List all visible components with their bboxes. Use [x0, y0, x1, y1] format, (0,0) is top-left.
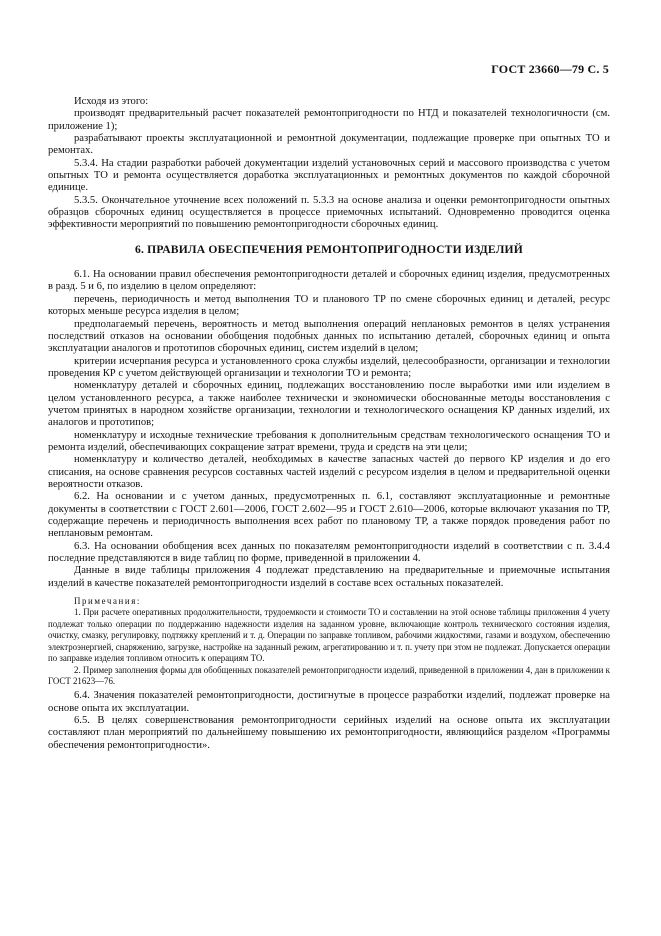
paragraph: 6.4. Значения показателей ремонтопригодности, достигнутые в процессе разработки изделий, подлежат проверке на основе опыта их эксплуатации.: [48, 690, 610, 714]
section-heading: 6. ПРАВИЛА ОБЕСПЕЧЕНИЯ РЕМОНТОПРИГОДНОСТИ ИЗДЕЛИЙ: [134, 242, 523, 256]
paragraph: критерии исчерпания ресурса и установленного срока службы изделий, целесообразности, организации и технологии проведения КР с учетом действующей организации и технологии ТО и ремонта;: [48, 355, 610, 379]
paragraph: 6.5. В целях совершенствования ремонтопригодности серийных изделий на основе опыта их эксплуатации составляют план мероприятий по дальнейшему повышению их ремонтопригодности, являющийся разделом «Программы обеспечения ремонтопригодности».: [48, 715, 610, 751]
paragraph: 6.1. На основании правил обеспечения ремонтопригодности деталей и сборочных единиц изделия, предусмотренных в разд. 5 и 6, по изделию в целом определяют:: [48, 269, 610, 293]
paragraph: производят предварительный расчет показателей ремонтопригодности по НТД и показателей технологичности (см. приложение 1);: [48, 108, 610, 132]
notes-block: [48, 596, 610, 687]
page-header: ГОСТ 23660—79 С. 5: [491, 62, 609, 76]
notes-title: Примечания:: [74, 596, 141, 607]
document-body: [48, 96, 610, 752]
note-item: 1. При расчете оперативных продолжительности, трудоемкости и стоимости ТО и составлении на этой основе таблицы приложения 4 учету подлежат только операции по поддержанию надежности изделия на заданном уровне, включающие контроль технического состояния изделия, очистку, смазку, регулировку, подтяжку креплений и т. д. Операции по заправке топливом, рабочими жидкостями, газами и воздухом, обеспечению электроэнергией, снаряжению, загрузке, настройке на заданный режим, агрегатированию и т. п. учету при этом не подлежат. Допускается операции по заправке изделия топливом относить к операциям ТО.: [48, 607, 610, 664]
paragraph: 5.3.5. Окончательное уточнение всех положений п. 5.3.3 на основе анализа и оценки ремонтопригодности опытных образцов сборочных единиц осуществляется в процессе приемочных испытаний. Одновременно проводится оценка эффективности мероприятий по повышению ремонтопригодности сборочных единиц.: [48, 194, 610, 231]
paragraph: Данные в виде таблицы приложения 4 подлежат представлению на предварительные и приемочные испытания изделий в качестве показателей ремонтопригодности изделий в составе всех остальных показателей.: [48, 565, 610, 589]
paragraph: разрабатывают проекты эксплуатационной и ремонтной документации, подлежащие проверке при опытных ТО и ремонтах.: [48, 133, 610, 157]
paragraph: 6.3. На основании обобщения всех данных по показателям ремонтопригодности изделий в соответствии с п. 3.4.4 последние представляются в виде таблиц по форме, приведенной в приложении 4.: [48, 540, 610, 565]
paragraph: номенклатуру и исходные технические требования к дополнительным средствам технологического оснащения ТО и ремонта изделий, обеспечивающих сокращение затрат времени, труда и средств на эти цели;: [48, 429, 610, 453]
paragraph: предполагаемый перечень, вероятность и метод выполнения операций неплановых ремонтов в целях устранения последствий отказов на основании обобщения подобных данных по испытанию деталей, сборочных единиц и опыта эксплуатации аналогов и прототипов сборочных единиц, систем изделий в целом;: [48, 318, 610, 355]
paragraph: перечень, периодичность и метод выполнения ТО и планового ТР по смене сборочных единиц и деталей, ресурс которых меньше ресурса изделия в целом;: [48, 293, 610, 318]
note-item: 2. Пример заполнения формы для обобщенных показателей ремонтопригодности изделий, приведенной в приложении 4, дан в приложении к ГОСТ 21623—76.: [48, 664, 610, 686]
paragraph: 6.2. На основании и с учетом данных, предусмотренных п. 6.1, составляют эксплуатационные и ремонтные документы в соответствии с ГОСТ 2.601—2006, ГОСТ 2.602—95 и ГОСТ 2.610—2006, которые включают указания по ТР, содержащие перечень и периодичность выполнения всех работ по плановому ТР, а также порядок проведения работ по неплановым ремонтам.: [48, 491, 610, 540]
paragraph: Исходя из этого:: [74, 96, 149, 107]
paragraph: 5.3.4. На стадии разработки рабочей документации изделий установочных серий и массового производства с учетом опытных ТО и ремонта осуществляется доработка эксплуатационных и ремонтных документов по каждой сборочной единице.: [48, 157, 610, 194]
paragraph: номенклатуру и количество деталей, необходимых в качестве запасных частей до первого КР изделия и до его списания, на основе сравнения ресурсов составных частей изделий с ресурсом изделия в целом и предварительной оценки вероятности отказов.: [48, 454, 610, 490]
paragraph: номенклатуру деталей и сборочных единиц, подлежащих восстановлению после выработки ими или изделием в целом установленного ресурса, а также наиболее технически и экономически обоснованные методы восстановления с учетом принятых в народном хозяйстве организации, технологии и технологического оснащения КР данных изделий, их аналогов и прототипов;: [48, 380, 610, 429]
